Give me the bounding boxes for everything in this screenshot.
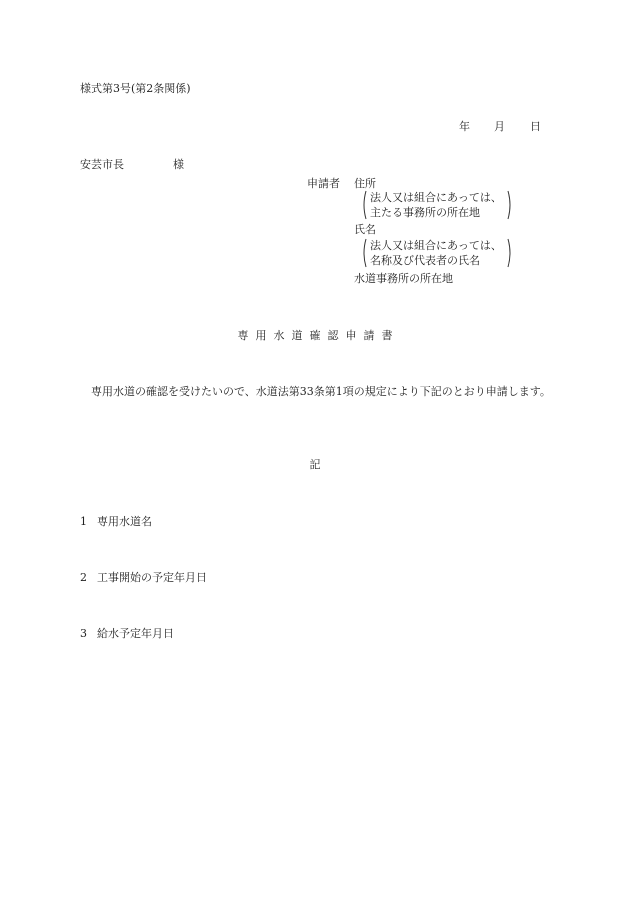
applicant-label: 申請者 — [307, 177, 340, 190]
title-char: 認 — [327, 329, 339, 342]
addressee-name: 安芸市長 — [80, 158, 124, 171]
document-title — [0, 328, 630, 344]
title-char: 水 — [273, 329, 285, 342]
name-note-left-paren — [361, 238, 367, 268]
address-note-line2: 主たる事務所の所在地 — [370, 206, 480, 219]
list-item-construction-start-date — [80, 571, 207, 585]
water-office-location-label: 水道事務所の所在地 — [354, 272, 453, 285]
date-day-label: 日 — [530, 120, 541, 133]
item-label: 工事開始の予定年月日 — [97, 571, 207, 584]
name-note-right-paren — [507, 238, 513, 268]
item-number: 1 — [80, 515, 87, 528]
item-label: 専用水道名 — [97, 515, 152, 528]
item-number: 2 — [80, 571, 87, 584]
title-char: 道 — [291, 329, 303, 342]
list-item-water-supply-start-date — [80, 627, 174, 641]
note-heading: 記 — [309, 458, 321, 471]
date-month-label: 月 — [494, 120, 505, 133]
title-char: 書 — [381, 329, 393, 342]
address-note-right-paren — [507, 190, 513, 220]
title-char: 専 — [237, 329, 249, 342]
application-statement: 専用水道の確認を受けたいので、水道法第33条第1項の規定により下記のとおり申請します。 — [91, 385, 551, 398]
item-number: 3 — [80, 627, 87, 640]
title-char: 請 — [363, 329, 375, 342]
title-char: 確 — [309, 329, 321, 342]
name-label: 氏名 — [354, 223, 376, 236]
address-note-line1: 法人又は組合にあっては、 — [370, 191, 502, 204]
list-item-dedicated-waterworks-name — [80, 515, 152, 529]
address-label: 住所 — [354, 177, 376, 190]
title-char: 用 — [255, 329, 267, 342]
addressee-honorific: 様 — [173, 158, 184, 171]
name-note-line2: 名称及び代表者の氏名 — [370, 254, 480, 267]
form-number: 様式第3号(第2条関係) — [80, 82, 191, 95]
title-char: 申 — [345, 329, 357, 342]
item-label: 給水予定年月日 — [97, 627, 174, 640]
address-note-left-paren — [361, 190, 367, 220]
date-year-label: 年 — [459, 120, 470, 133]
name-note-line1: 法人又は組合にあっては、 — [370, 239, 502, 252]
